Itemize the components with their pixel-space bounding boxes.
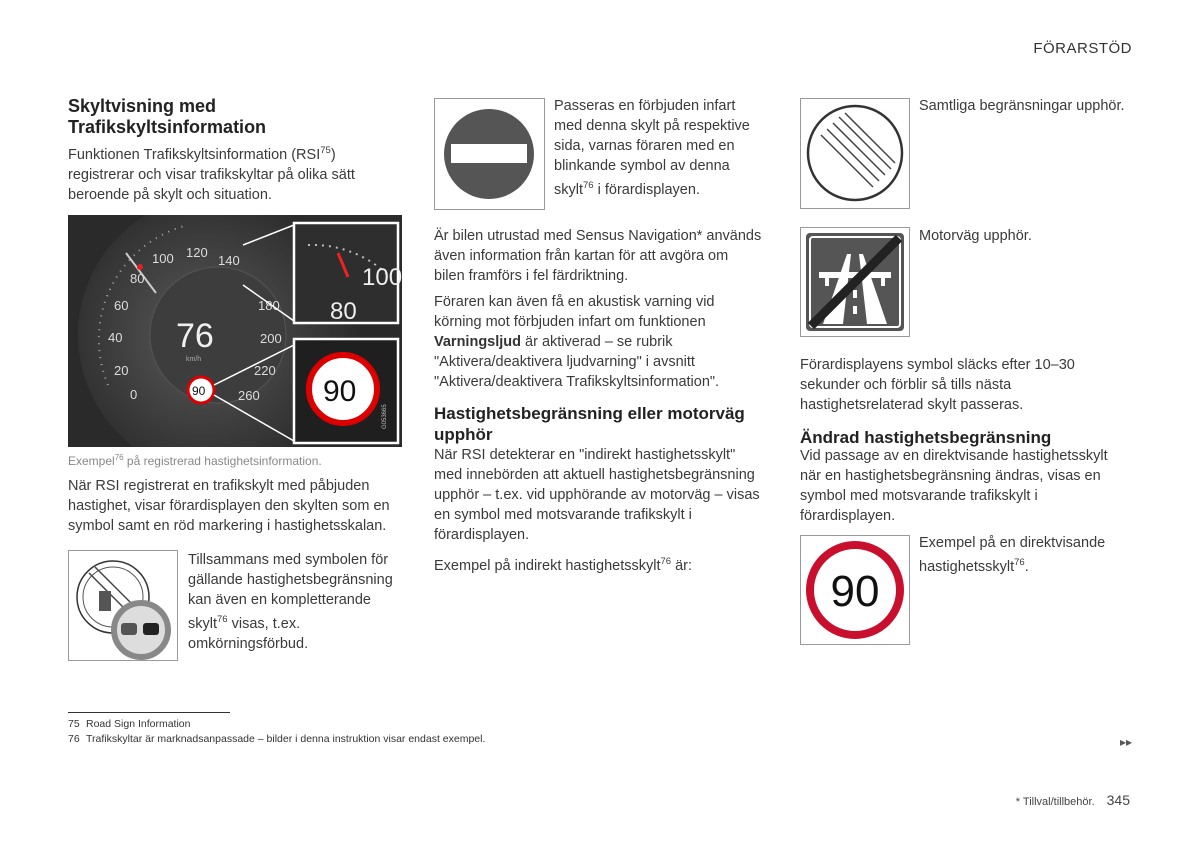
no-entry-icon (435, 99, 544, 209)
motorway-end-text: Motorväg upphör. (919, 228, 1032, 244)
svg-text:km/h: km/h (186, 356, 202, 363)
speed-sign-box (800, 535, 910, 645)
section-title: Skyltvisning med Trafikskyltsinformation (68, 96, 267, 137)
svg-text:90: 90 (830, 567, 880, 616)
page-number: 345 (1106, 792, 1130, 808)
page-footer (1016, 792, 1130, 808)
speedometer-illustration (68, 215, 402, 447)
end-all-restrictions-sign-box (800, 98, 910, 209)
speed-limit-90-icon (801, 536, 909, 644)
svg-text:G053665: G053665 (382, 404, 388, 429)
svg-text:40: 40 (108, 330, 123, 345)
svg-text:100: 100 (152, 251, 174, 266)
svg-text:80: 80 (330, 298, 357, 325)
svg-text:120: 120 (186, 245, 208, 260)
continue-arrows-icon: ▸▸ (1119, 735, 1132, 749)
svg-text:220: 220 (254, 363, 276, 378)
svg-text:260: 260 (238, 388, 260, 403)
svg-text:140: 140 (218, 253, 240, 268)
optional-note: * Tillval/tillbehör. (1015, 796, 1095, 808)
svg-text:76: 76 (176, 317, 214, 355)
symbol-timeout-paragraph: Förardisplayens symbol släcks efter 10–30 sekunder och förblir så tills nästa hastighetsrelaterad skylt passeras. (800, 357, 1075, 413)
svg-text:60: 60 (114, 298, 129, 313)
image-caption: Exempel$^{76}$ på registrerad hastighetsinformation. (68, 453, 322, 468)
overtaking-text: Tillsammans med symbolen för gällande hastighetsbegränsning kan även en kompletterande skylt$^{76}$ visas, t.ex. omkörningsförbud. (188, 552, 393, 652)
svg-text:0: 0 (130, 387, 138, 402)
svg-text:90: 90 (192, 384, 206, 398)
motorway-end-icon (801, 228, 909, 336)
no-overtaking-sign-box (68, 550, 178, 661)
dashboard-image (68, 215, 402, 447)
no-entry-text: Passeras en förbjuden infart med denna skylt på respektive sida, varnas föraren med en blinkande symbol av denna skylt$^{76}$ i förardisplayen. (554, 98, 750, 198)
intro-paragraph: Funktionen Trafikskyltsinformation (RSI$^{75}$) registrerar och visar trafikskyltar på olika sätt beroende på skylt och situation. (68, 145, 355, 203)
end-restrictions-icon (801, 99, 909, 208)
svg-text:80: 80 (130, 271, 145, 286)
footnote-75: 75 Road Sign Information (68, 718, 191, 730)
svg-text:100: 100 (362, 264, 402, 291)
direct-example-text: Exempel på en direktvisande hastighetsskylt$^{76}$. (919, 535, 1106, 575)
no-overtaking-end-icon (69, 551, 177, 660)
svg-text:200: 200 (260, 331, 282, 346)
indirect-example-text: Exempel på indirekt hastighetsskylt$^{76}$ är: (434, 556, 693, 574)
indirect-sign-paragraph: När RSI detekterar en "indirekt hastighetsskylt" med innebörden att aktuell hastighetsbegränsning upphör – t.ex. vid upphörande av motorväg – visas en symbol med motsvarande trafikskylt i förardisplayen. (434, 447, 760, 543)
changed-limit-heading: Ändrad hastighetsbegränsning (800, 428, 1052, 447)
footnote-divider (68, 712, 230, 713)
motorway-end-sign-box (800, 227, 910, 337)
svg-text:90: 90 (323, 375, 357, 408)
navigation-paragraph: Är bilen utrustad med Sensus Navigation* används även information från kartan för att avgöra om bilen framförs i fel färdriktning. (434, 228, 762, 284)
warning-sound-paragraph: Föraren kan även få en akustisk varning vid körning mot förbjuden infart om funktionen Varningsljud är aktiverad – se rubrik "Aktivera/deaktivera ljudvarning" i avsnitt "Aktivera/deaktivera Trafikskyltsinformation". (434, 294, 720, 390)
end-restrictions-text: Samtliga begränsningar upphör. (919, 98, 1125, 114)
svg-text:180: 180 (258, 298, 280, 313)
direct-sign-paragraph: Vid passage av en direktvisande hastighetsskylt när en hastighetsbegränsning ändras, visas en symbol med motsvarande trafikskylt i förardisplayen. (800, 448, 1108, 524)
footnote-76: 76 Trafikskyltar är marknadsanpassade – bilder i denna instruktion visar endast exempel. (68, 733, 486, 745)
no-entry-sign-box (434, 98, 545, 210)
svg-text:20: 20 (114, 363, 129, 378)
section-header: FÖRARSTÖD (1033, 40, 1132, 57)
rsi-paragraph: När RSI registrerat en trafikskylt med påbjuden hastighet, visar förardisplayen den skylten som en symbol samt en röd markering i hastighetsskalan. (68, 478, 390, 534)
speed-limit-end-heading: Hastighetsbegränsning eller motorväg upphör (434, 404, 745, 444)
